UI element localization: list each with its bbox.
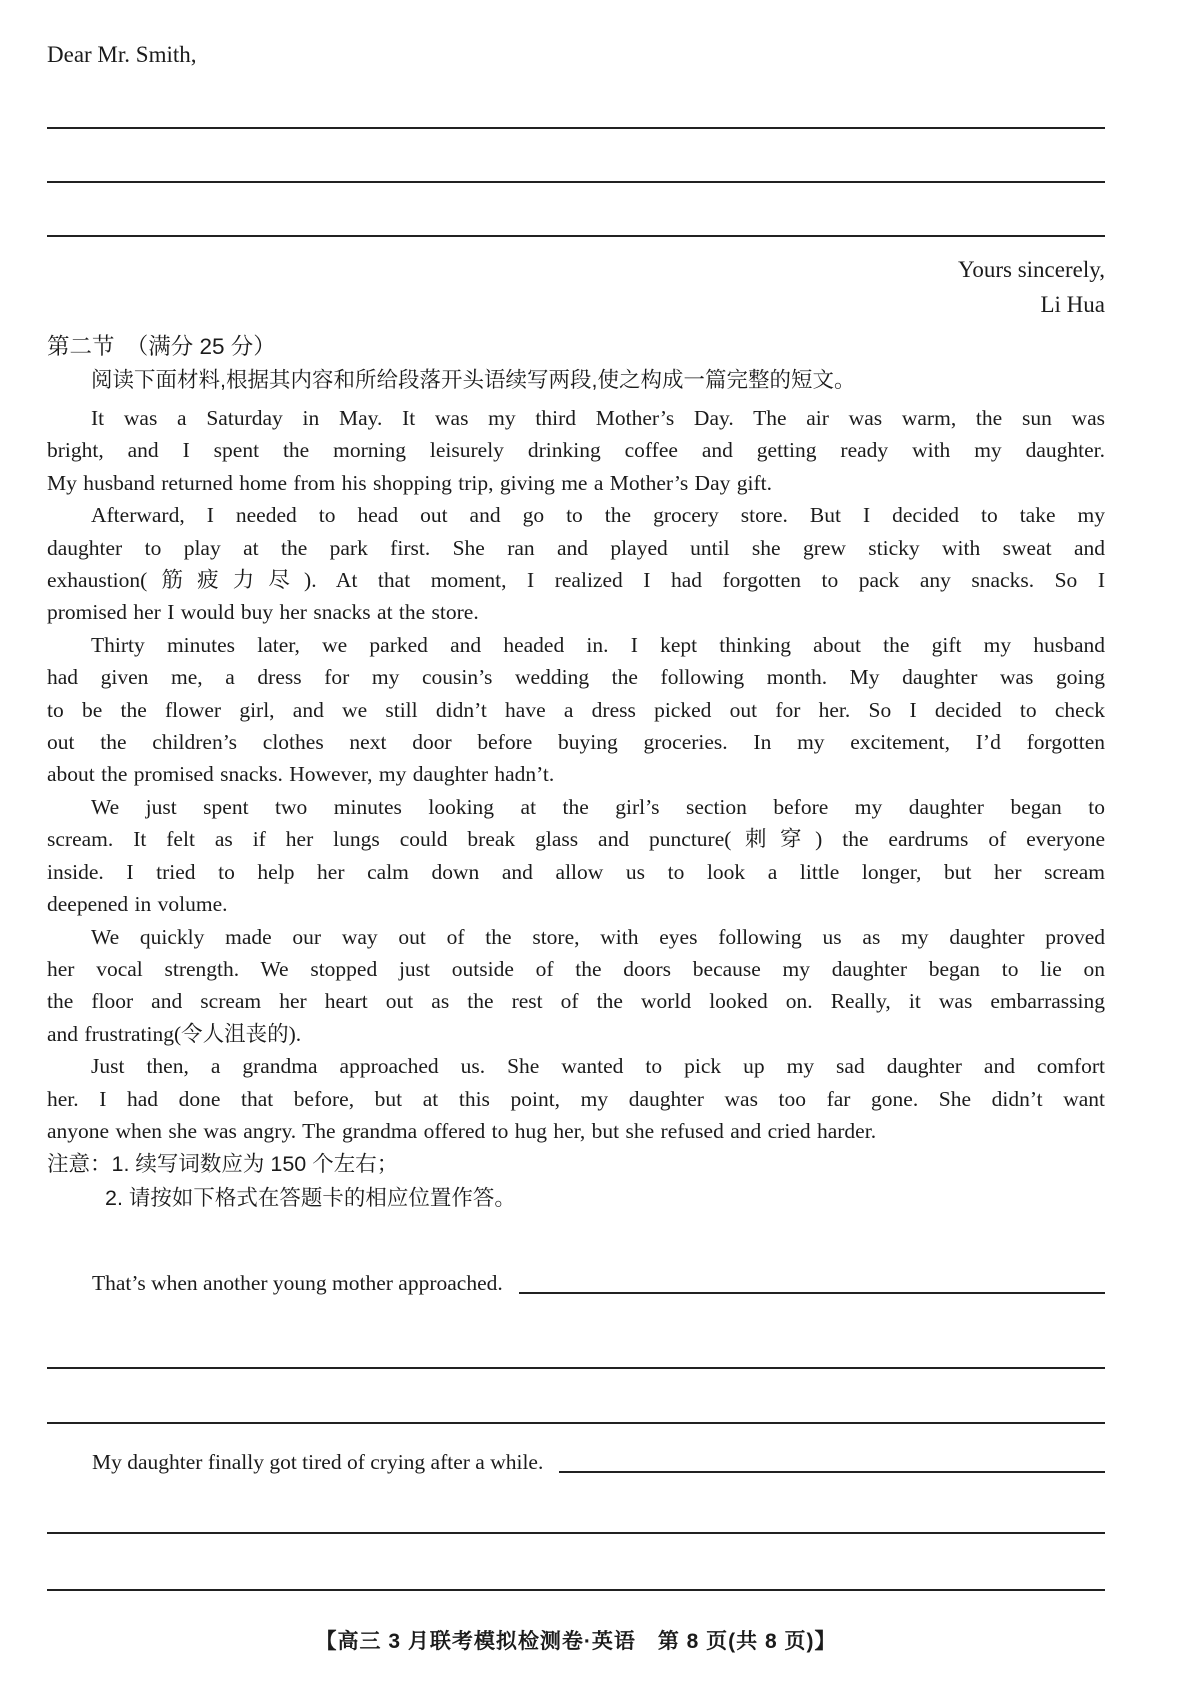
prompt-2-text: My daughter finally got tired of crying after a while. [92, 1450, 544, 1475]
writing-line [47, 1422, 1105, 1424]
continuation-prompt-1 [47, 1267, 1105, 1299]
closing-signature: Li Hua [1040, 292, 1105, 317]
continuation-prompt-2 [47, 1446, 1105, 1478]
passage-line: and frustrating(令人沮丧的). [47, 1021, 302, 1046]
passage-line: to be the flower girl, and we still didn’t have a dress picked out for her. So I decided to check [47, 697, 1105, 722]
passage-line: Just then, a grandma approached us. She wanted to pick up my sad daughter and comfort [91, 1054, 1105, 1079]
passage-line: bright, and I spent the morning leisurely drinking coffee and getting ready with my daughter. [47, 438, 1105, 463]
closing-sincerely: Yours sincerely, [958, 257, 1105, 282]
writing-line [47, 181, 1105, 183]
passage-line: about the promised snacks. However, my daughter hadn’t. [47, 762, 555, 787]
writing-line [47, 127, 1105, 129]
passage-line: inside. I tried to help her calm down and allow us to look a little longer, but her scream [47, 859, 1105, 884]
prompt-1-text: That’s when another young mother approached. [92, 1271, 503, 1296]
passage-line: daughter to play at the park first. She ran and played until she grew sticky with sweat and [47, 535, 1105, 560]
passage-line: Thirty minutes later, we parked and headed in. I kept thinking about the gift my husband [91, 632, 1105, 657]
passage-line: Afterward, I needed to head out and go to the grocery store. But I decided to take my [91, 503, 1105, 528]
passage-line: My husband returned home from his shopping trip, giving me a Mother’s Day gift. [47, 470, 772, 495]
passage-line: We quickly made our way out of the store, with eyes following us as my daughter proved [91, 924, 1105, 949]
writing-line [47, 235, 1105, 237]
passage-line: the floor and scream her heart out as the rest of the world looked on. Really, it was embarrassing [47, 989, 1105, 1014]
page-footer: 【高三 3 月联考模拟检测卷·英语 第 8 页(共 8 页)】 [315, 1630, 837, 1653]
passage-line: out the children’s clothes next door before buying groceries. In my excitement, I’d forgotten [47, 730, 1105, 755]
passage-line: It was a Saturday in May. It was my third Mother’s Day. The air was warm, the sun was [91, 406, 1105, 430]
prompt-2-writing-line [559, 1471, 1105, 1473]
passage-line: deepened in volume. [47, 892, 228, 917]
passage-line: We just spent two minutes looking at the girl’s section before my daughter began to [91, 794, 1105, 819]
passage-line: exhaustion(筋疲力尽). At that moment, I realized I had forgotten to pack any snacks. So I [47, 568, 1105, 593]
letter-closing [47, 252, 1105, 322]
writing-line [47, 1589, 1105, 1591]
section-heading: 第二节 （满分 25 分） [47, 334, 276, 359]
passage-line: anyone when she was angry. The grandma offered to hug her, but she refused and cried harder. [47, 1118, 877, 1143]
passage-line: her vocal strength. We stopped just outside of the doors because my daughter began to lie on [47, 956, 1105, 981]
writing-line [47, 1532, 1105, 1534]
notes-line-1: 注意：1. 续写词数应为 150 个左右； [47, 1152, 399, 1177]
notes-line-2: 2. 请按如下格式在答题卡的相应位置作答。 [105, 1186, 516, 1211]
notes [47, 1147, 1105, 1215]
writing-line [47, 1367, 1105, 1369]
passage-line: scream. It felt as if her lungs could break glass and puncture(刺穿) the eardrums of everyone [47, 827, 1105, 852]
passage-line: promised her I would buy her snacks at the store. [47, 600, 479, 625]
passage-line: had given me, a dress for my cousin’s wedding the following month. My daughter was going [47, 665, 1105, 690]
section-instruction: 阅读下面材料,根据其内容和所给段落开头语续写两段,使之构成一篇完整的短文。 [91, 368, 856, 392]
letter-salutation: Dear Mr. Smith, [47, 42, 197, 67]
prompt-1-writing-line [519, 1292, 1105, 1294]
passage-line: her. I had done that before, but at this point, my daughter was too far gone. She didn’t want [47, 1086, 1105, 1111]
passage [47, 402, 1105, 1147]
